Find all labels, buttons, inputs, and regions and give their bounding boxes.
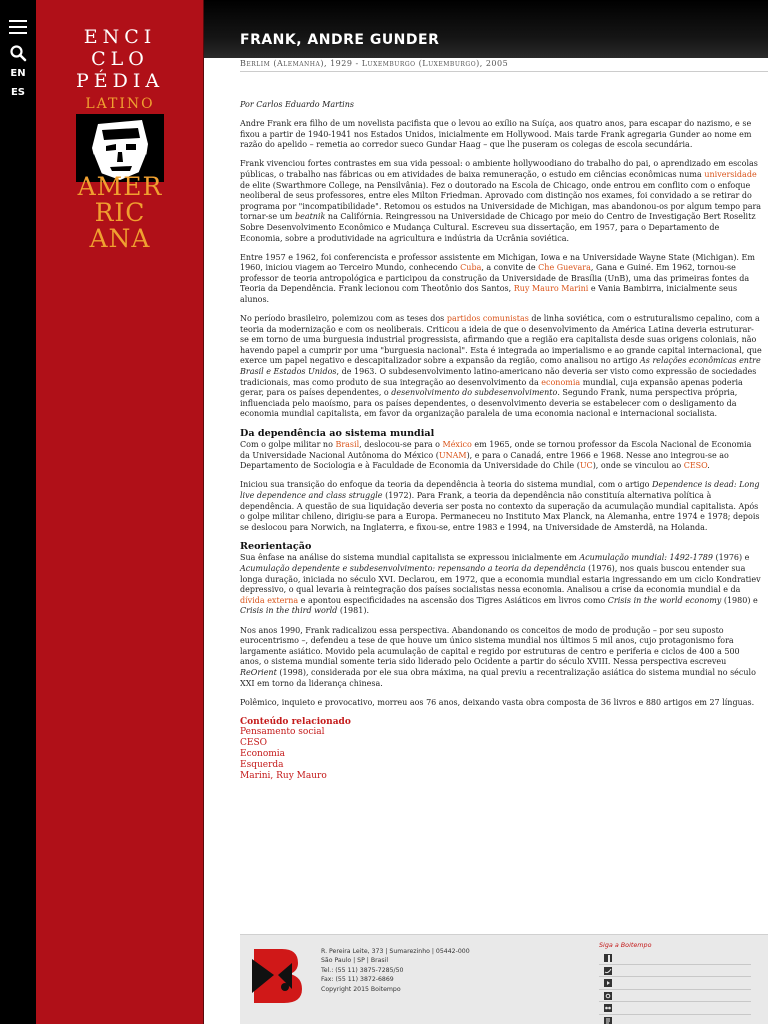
paragraph: Sua ênfase na análise do sistema mundial capitalista se expressou inicialmente em Acumulação mundial: 1492-1789 (1976) e Acumulação dependente e subdesenvolvimento: repensando a teoria da dependência (1976), nos quais buscou entender sua longa duração, iniciada no século XVI. Declarou, em 1972, que a economia mundial estaria ingressando em um ciclo Kondratiev depressivo, o qual levaria à reintegração dos países socialistas nessa economia. Analisou a crise da economia mundial e da dívida externa e apontou especificidades na ascensão dos Tigres Asiáticos em livros como Crisis in the world economy (1980) e Crisis in the third world (1981). [240,553,761,616]
brand-word-latino: LATINO [85,96,155,112]
link-unam[interactable]: UNAM [438,450,467,460]
paragraph: Entre 1957 e 1962, foi conferencista e professor assistente em Michigan, Iowa e na Universidade Wayne State (Michigan). Em 1960, iniciou viagem ao Terceiro Mundo, conhecendo Cuba, a convite de Che Guevara, Gana e Guiné. Em 1962, tornou-se professor de teoria antropológica e participou da construção da Universidade de Brasília (UnB), uma das primeiras fontes da Teoria da Dependência. Frank lecionou com Theotônio dos Santos, Ruy Mauro Marini e Vania Bambirra, inicialmente seus alunos. [240,252,755,304]
brand-word-3: PÉDIA [75,70,165,92]
link-brasil[interactable]: Brasil [335,440,360,450]
paragraph: Nos anos 1990, Frank radicalizou essa perspectiva. Abandonando os conceitos de modo de produção – por seu suposto eurocentrismo –, defendeu a tese de que houve um único sistema mundial nos últimos 5 mil anos, cujo protagonismo fora largamente asiático. Movido pela acumulação de capital e regido por estruturas de centro e periferia e ciclos de 400 a 500 anos, o sistema mundial somente teria sido liderado pelo Ocidente a partir do século XVIII. Nessa perspectiva escreveu ReOrient (1998), considerada por ele sua obra máxima, na qual previu a recentralização asiática do sistema mundial no século XXI em torno da liderança chinesa. [240,625,756,688]
related-list [240,727,762,782]
facebook-icon [604,954,612,962]
address-line: R. Pereira Leite, 373 | Sumarezinho | 05442-000 [321,948,470,955]
related-item[interactable]: Economia [240,749,286,760]
related-item[interactable]: Esquerda [240,760,284,771]
language-en-link[interactable]: EN [10,68,26,79]
fax-line: Fax: (55 11) 3872-6869 [321,976,394,984]
related-heading: Conteúdo relacionado [240,716,351,727]
link-economia[interactable]: economia [541,377,581,387]
youtube-icon [604,979,612,987]
brand-word-ric: RIC [94,198,146,227]
paragraph: Andre Frank era filho de um novelista pacifista que o levou ao exílio na Suíça, aos quatro anos, para escapar do nazismo, e se fixou a partir de 1940-1941 nos Estados Unidos, inicialmente em Hollywood. Mais tarde Frank agregaria Gunder ao nome em razão do apelido – remetia ao corredor sueco Gundar Haag – que lhe puseram os colegas de escola secundária. [240,119,752,150]
paragraph: Com o golpe militar no Brasil, deslocou-se para o México em 1965, onde se tornou professor da Escola Nacional de Economia da Universidade Nacional Autônoma do México (UNAM), e para o Canadá, entre 1966 e 1968. Nesse ano integrou-se ao Departamento de Sociologia e à Faculdade de Economia da Universidade do Chile (UC), onde se vinculou ao CESO. [240,440,752,471]
address-line: São Paulo | SP | Brasil [321,957,389,965]
related-item[interactable]: CESO [240,738,267,749]
section-heading: Reorientação [240,540,312,552]
brand-word-2: CLO [91,48,149,70]
flickr-icon [604,1004,612,1012]
link-partidos-comunistas[interactable]: partidos comunistas [446,314,529,324]
section-heading: Da dependência ao sistema mundial [240,427,435,439]
language-es-link[interactable]: ES [10,87,26,98]
footer [240,934,768,1024]
social-row-facebook[interactable] [599,952,751,965]
boitempo-logo[interactable] [252,945,304,1005]
twitter-icon [604,967,612,975]
social-row-twitter[interactable] [599,965,751,978]
page-title: FRANK, ANDRE GUNDER [240,32,440,48]
blog-icon [604,1017,612,1024]
link-che-guevara[interactable]: Che Guevara [538,263,591,273]
title-bar [204,0,768,58]
social-row-flickr[interactable] [599,1002,751,1015]
related-item[interactable]: Marini, Ruy Mauro [240,771,327,782]
paragraph: No período brasileiro, polemizou com as teses dos partidos comunistas de linha soviética, com o estruturalismo cepalino, com a teoria da modernização e com os neoliberais. Criticou a ideia de que o desenvolvimento da América Latina deveria estruturar-se em torno de uma burguesia industrial progressista, afirmando que a região era capitalista desde suas origens coloniais, não havendo papel a cumprir por uma "burguesia nacional". Esta é integrada ao imperialismo e ao grande capital internacional, que exerce um papel negativo e descapitalizador sobre a expansão da região, como analisou no artigo As relações econômicas entre Brasil e Estados Unidos, de 1963. O subdesenvolvimento latino-americano não deveria ser visto como expressão de sociedades tradicionais, mas como produto de sua integração ao desenvolvimento da economia mundial, cuja expansão apenas poderia gerar, para os países dependentes, o desenvolvimento do subdesenvolvimento. Segundo Frank, numa perspectiva própria, influenciada pelo maoísmo, para os países dependentes, o desenvolvimento deveria se estabelecer com o desligamento da economia mundial capitalista, em favor da organização paralela de uma economia nacional e internacional socialista. [240,314,762,419]
copyright-line: Copyright 2015 Boitempo [321,985,401,993]
brand-word-ana: ANA [89,224,151,253]
link-ceso[interactable]: CESO [683,461,708,471]
footer-address [321,947,470,994]
link-divida-externa[interactable]: dívida externa [240,595,299,605]
page-subtitle: Berlim (Alemanha), 1929 - Luxemburgo (Luxemburgo), 2005 [240,59,509,68]
social-row-blog[interactable] [599,1015,751,1024]
brand-column [36,0,204,1024]
brand-word-americana [72,174,168,252]
social-row-youtube[interactable] [599,977,751,990]
brand-word-1: ENCI [83,26,157,48]
paragraph: Frank vivenciou fortes contrastes em sua vida pessoal: o ambiente hollywoodiano do trabalho do pai, o aprendizado em escolas públicas, o trabalho nas fábricas ou em atividades de baixa remuneração, o estudo em ciências econômicas numa universidade de elite (Swarthmore College, na Pensilvânia). Fez o doutorado na Escola de Chicago, onde entrou em conflito com o enfoque neoliberal de seus professores, entre eles Milton Friedman. Aprovado com distinção nos exames, foi convidado a se retirar do programa por "incompatibilidade". Retomou os estudos na Universidade de Michigan, mas abandonou-os por algum tempo para tornar-se um beatnik na Califórnia. Reingressou na Universidade de Chicago por meio do Centro de Investigação Bert Roselitz Sobre Desenvolvimento Econômico e Mudança Cultural. Escreveu sua dissertação, em 1957, para o Departamento de Economia, sobre a produtividade na agricultura e indústria da Ucrânia soviética. [240,159,762,243]
follow-heading: Siga a Boitempo [599,941,652,949]
paragraph: Polêmico, inquieto e provocativo, morreu aos 76 anos, deixando vasta obra composta de 36 livros e 880 artigos em 27 línguas. [240,697,755,707]
link-universidade[interactable]: universidade [704,169,757,179]
brand-logo-enciclopedia[interactable] [72,26,168,92]
phone-line: Tel.: (55 11) 3875-7285/50 [321,966,404,974]
link-mexico[interactable]: México [442,440,472,450]
instagram-icon [604,992,612,1000]
paragraph: Iniciou sua transição do enfoque da teoria da dependência à teoria do sistema mundial, com o artigo Dependence is dead: Long live dependence and class struggle (1972). Para Frank, a teoria da dependência não constituía alternativa política à dependência. A questão de sua liquidação deveria ser posta no contexto da superação da acumulação mundial capitalista. Após o golpe militar chileno, dirigiu-se para a Europa. Permaneceu no Instituto Max Planck, na Alemanha, entre 1974 e 1978; depois se deslocou para Norwich, na Inglaterra, e fixou-se, entre 1983 e 1994, na Universidade de Amsterdã, na Holanda. [240,480,760,532]
menu-icon[interactable] [9,20,27,34]
author-byline: Por Carlos Eduardo Martins [240,100,354,109]
social-links [599,952,751,1024]
brand-word-amer: AMER [77,172,163,201]
social-row-instagram[interactable] [599,990,751,1003]
search-icon[interactable] [9,44,27,62]
related-item[interactable]: Pensamento social [240,727,325,738]
article-body [240,100,762,782]
link-uc[interactable]: UC [579,461,593,471]
divider [240,71,768,72]
link-cuba[interactable]: Cuba [460,263,482,273]
left-rail [0,0,36,1024]
link-ruy-mauro-marini[interactable]: Ruy Mauro Marini [513,284,589,294]
